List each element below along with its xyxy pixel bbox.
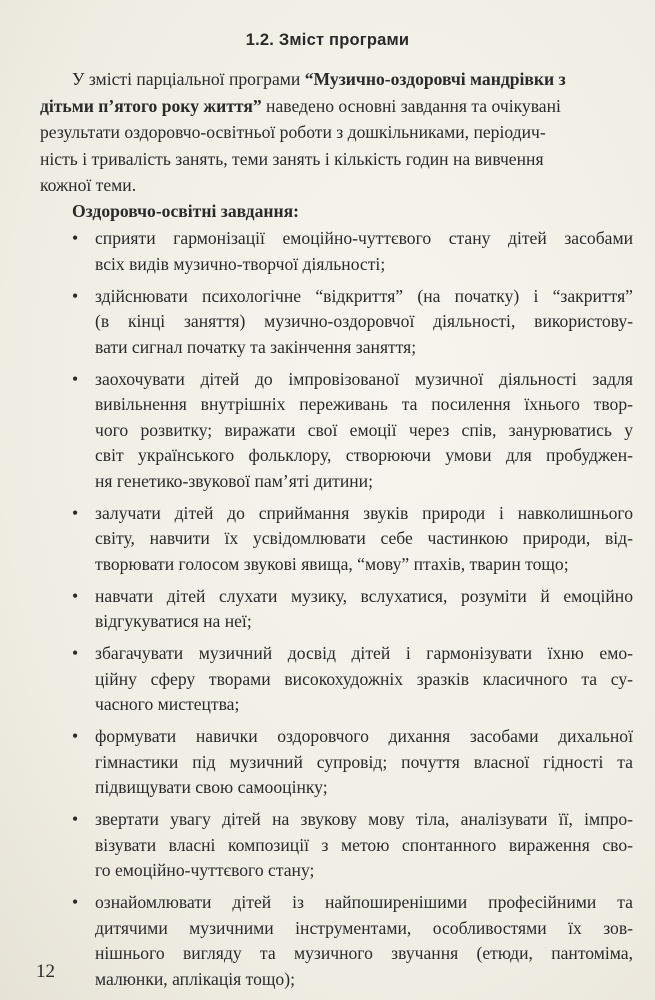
task-line: вивільнення внутрішніх переживань та посилення їхнього твор- bbox=[95, 394, 633, 414]
task-line: (в кінці заняття) музично-оздоровчої діяльності, використову- bbox=[95, 311, 633, 331]
bullet-icon: • bbox=[72, 368, 79, 389]
task-item bbox=[72, 501, 633, 578]
tasks-title: Оздоровчо-освітні завдання: bbox=[72, 201, 300, 221]
intro-paragraph bbox=[40, 66, 617, 199]
bullet-icon: • bbox=[72, 643, 79, 663]
program-title-part-2: дітьми п’ятого року життя” bbox=[40, 95, 262, 116]
task-line: малюнки, аплікація тощо); bbox=[95, 968, 295, 989]
intro-line-5: кожної теми. bbox=[40, 175, 137, 196]
task-line: вати сигнал початку та закінчення заняття; bbox=[95, 336, 417, 357]
intro-line-2 bbox=[40, 93, 617, 120]
intro-line-4: ність і тривалість занять, теми занять і кількість годин на вивчення bbox=[40, 148, 544, 169]
intro-line-1-text: У змісті парціальної програми bbox=[72, 69, 305, 89]
task-line: нішнього вигляду та музичного звучання (етюди, пантоміма, bbox=[95, 943, 633, 963]
task-item bbox=[72, 807, 633, 884]
task-line: збагачувати музичний досвід дітей і гармонізувати їхню емо- bbox=[95, 643, 633, 663]
tasks-list bbox=[72, 226, 633, 999]
task-line: звертати увагу дітей на звукову мову тіла, аналізувати її, імпро- bbox=[95, 809, 633, 829]
task-line: го емоційно-чуттєвого стану; bbox=[95, 860, 315, 880]
intro-line-3: результати оздоровчо-освітньої роботи з дошкільниками, періодич- bbox=[40, 122, 546, 143]
task-line: підвищувати свою самооцінку; bbox=[95, 777, 328, 797]
task-line: навчати дітей слухати музику, вслухатися, розуміти й емоційно bbox=[95, 585, 633, 606]
intro-line-1 bbox=[72, 66, 617, 93]
task-line: візувати власні композиції з метою спонтанного вираження сво- bbox=[95, 834, 633, 855]
program-title-part-1: “Музично-оздоровчі мандрівки з bbox=[304, 69, 566, 89]
bullet-icon: • bbox=[72, 502, 79, 523]
task-item bbox=[72, 724, 633, 801]
task-line: ційну сферу творами високохудожніх зразків класичного та су- bbox=[95, 668, 633, 689]
bullet-icon: • bbox=[72, 228, 79, 248]
task-line: чого розвитку; виражати свої емоції через спів, занурюватись у bbox=[95, 419, 633, 440]
task-line: всіх видів музично-творчої діяльності; bbox=[95, 253, 386, 274]
task-item bbox=[72, 890, 633, 992]
page-number: 12 bbox=[36, 961, 55, 982]
task-line: ня генетико-звукової пам’яті дитини; bbox=[95, 470, 373, 491]
task-line: ознайомлювати дітей із найпоширенішими професійними та bbox=[95, 892, 633, 912]
task-item bbox=[72, 584, 633, 635]
bullet-icon: • bbox=[72, 809, 79, 829]
task-item bbox=[72, 284, 633, 361]
task-line: світ українського фольклору, створюючи умови для пробуджен- bbox=[95, 445, 633, 465]
bullet-icon: • bbox=[72, 585, 79, 606]
task-line: сприяти гармонізації емоційно-чуттєвого стану дітей засобами bbox=[95, 228, 633, 248]
task-line: світу, навчити їх усвідомлювати себе частинкою природи, від- bbox=[95, 528, 633, 548]
bullet-icon: • bbox=[72, 726, 79, 746]
task-line: дитячими музичними інструментами, особливостями їх зов- bbox=[95, 917, 633, 938]
intro-line-2-text: наведено основні завдання та очікувані bbox=[261, 95, 561, 116]
task-line: заохочувати дітей до імпровізованої музичної діяльності задля bbox=[95, 368, 633, 389]
bullet-icon: • bbox=[72, 892, 79, 912]
task-item bbox=[72, 226, 633, 277]
task-line: залучати дітей до сприймання звуків природи і навколишнього bbox=[95, 502, 633, 523]
section-heading: 1.2. Зміст програми bbox=[245, 31, 410, 49]
task-line: відгукуватися на неї; bbox=[95, 611, 252, 631]
task-item bbox=[72, 641, 633, 718]
task-line: гімнастики під музичний супровід; почуття власної гідності та bbox=[95, 751, 633, 772]
task-line: формувати навички оздоровчого дихання засобами дихальної bbox=[95, 726, 633, 746]
task-line: здійснювати психологічне “відкриття” (на початку) і “закриття” bbox=[95, 285, 633, 306]
task-line: творювати голосом звукові явища, “мову” птахів, тварин тощо; bbox=[95, 553, 569, 574]
task-item bbox=[72, 367, 633, 495]
bullet-icon: • bbox=[72, 285, 79, 306]
task-line: часного мистецтва; bbox=[95, 694, 240, 714]
